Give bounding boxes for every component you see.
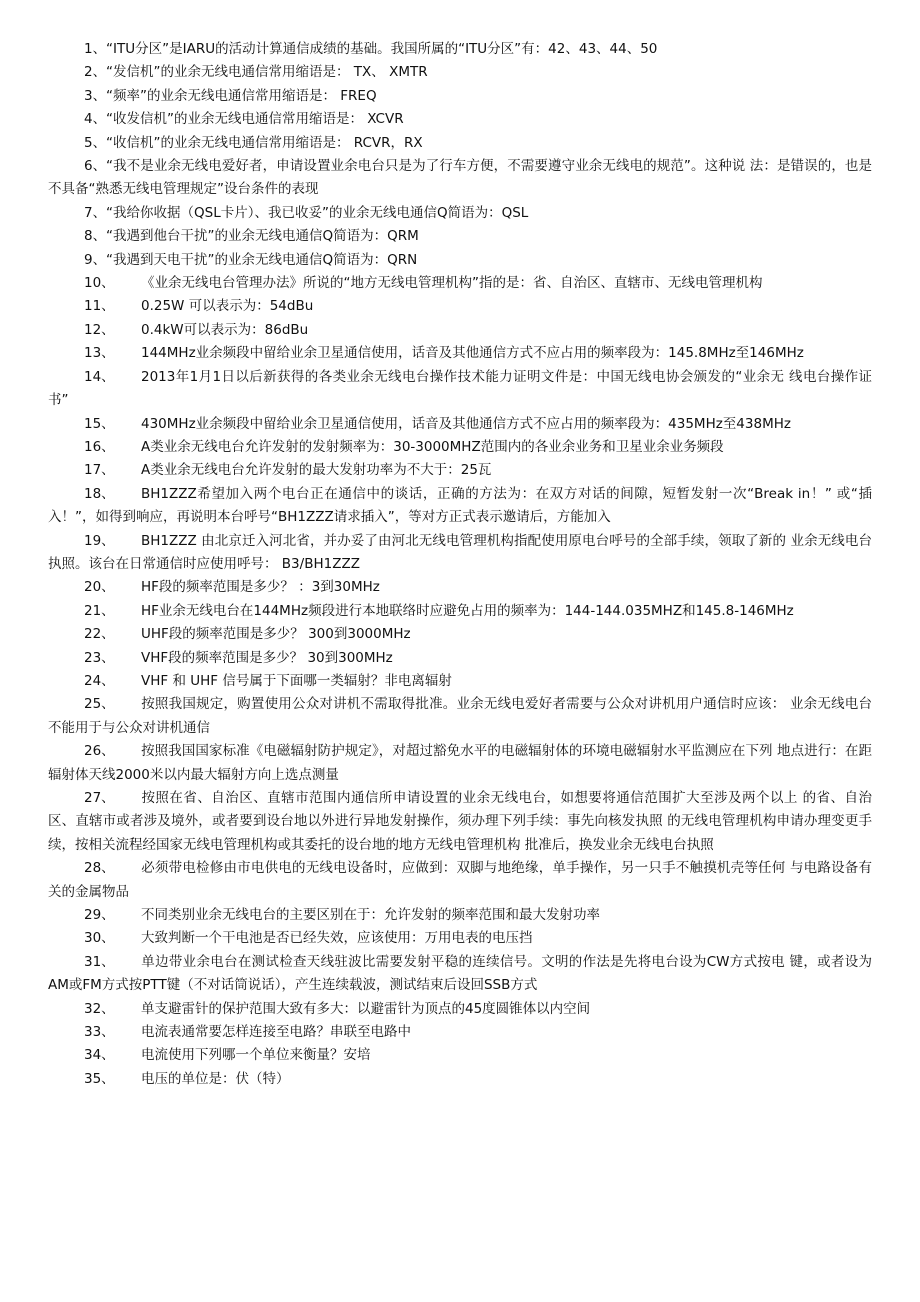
list-item <box>48 927 872 950</box>
item-number: 14、 <box>84 368 115 385</box>
item-number: 33、 <box>84 1024 115 1041</box>
item-number: 34、 <box>84 1047 115 1064</box>
item-text: 按照在省、自治区、直辖市范围内通信所申请设置的业余无线电台，如想要将通信范围扩大至涉及两个以上 的省、自治区、直辖市或者涉及境外，或者要到设台地以外进行异地发射操作，须办理下列手续：事先向核发执照 的无线电管理机构申请办理变更手续，按相关流程经国家无线电管理机构或其委托的设台地的地方无线电管理机构 批准后，换发业余无线电台执照 <box>48 790 872 853</box>
item-number: 15、 <box>84 415 115 432</box>
list-item <box>48 366 872 413</box>
item-text: 《业余无线电台管理办法》所说的“地方无线电管理机构”指的是：省、自治区、直辖市、无线电管理机构 <box>141 275 763 292</box>
list-item <box>48 272 872 295</box>
item-number: 9、 <box>84 251 107 268</box>
list-item <box>48 132 872 155</box>
item-number: 1、 <box>84 41 107 57</box>
item-text: “我遇到他台干扰”的业余无线电通信Q简语为：QRM <box>106 228 419 245</box>
list-item <box>48 693 872 740</box>
item-number: 28、 <box>84 860 115 877</box>
list-item <box>48 530 872 577</box>
item-text: 2013年1月1日以后新获得的各类业余无线电台操作技术能力证明文件是：中国无线电协会颁发的“业余无 线电台操作证书” <box>48 368 872 409</box>
item-text: A类业余无线电台允许发射的最大发射功率为不大于：25瓦 <box>141 462 492 479</box>
item-text: HF业余无线电台在144MHz频段进行本地联络时应避免占用的频率为：144-144.035MHZ和145.8-146MHz <box>141 602 794 619</box>
item-text: 按照我国国家标准《电磁辐射防护规定》，对超过豁免水平的电磁辐射体的环境电磁辐射水平监测应在下列 地点进行：在距辐射体天线2000米以内最大辐射方向上选点测量 <box>48 743 872 783</box>
list-item <box>48 155 872 202</box>
item-number: 23、 <box>84 649 115 666</box>
item-text: 电压的单位是：伏（特） <box>141 1070 290 1087</box>
list-item <box>48 319 872 342</box>
item-text: 不同类别业余无线电台的主要区别在于：允许发射的频率范围和最大发射功率 <box>141 907 600 924</box>
item-text: “收信机”的业余无线电通信常用缩语是： RCVR，RX <box>106 134 423 151</box>
item-number: 22、 <box>84 626 115 643</box>
item-text: “频率”的业余无线电通信常用缩语是： FREQ <box>106 87 377 104</box>
list-item <box>48 576 872 599</box>
item-number: 20、 <box>84 579 115 596</box>
list-item <box>48 436 872 459</box>
item-text: HF段的频率范围是多少？ ：3到30MHz <box>141 579 380 596</box>
item-text: BH1ZZZ 由北京迁入河北省，并办妥了由河北无线电管理机构指配使用原电台呼号的全部手续，领取了新的 业余无线电台执照。该台在日常通信时应使用呼号： B3/BH1ZZZ <box>48 532 872 572</box>
list-item <box>48 225 872 248</box>
item-number: 8、 <box>84 228 107 245</box>
list-item <box>48 1068 872 1091</box>
item-text: “我不是业余无线电爱好者，申请设置业余电台只是为了行车方便，不需要遵守业余无线电的规范”。这种说 法：是错误的，也是不具备“熟悉无线电管理规定”设台条件的表现 <box>48 158 872 198</box>
item-text: 0.4kW可以表示为：86dBu <box>141 321 309 338</box>
item-number: 29、 <box>84 907 115 924</box>
item-text: “收发信机”的业余无线电通信常用缩语是： XCVR <box>106 111 404 128</box>
item-number: 16、 <box>84 438 115 455</box>
item-text: UHF段的频率范围是多少？ 300到3000MHz <box>141 626 411 643</box>
item-number: 4、 <box>84 111 107 128</box>
item-text: “ITU分区”是IARU的活动计算通信成绩的基础。我国所属的“ITU分区”有：42、43、44、50 <box>106 41 658 57</box>
item-number: 10、 <box>84 275 115 292</box>
list-item <box>48 295 872 318</box>
item-number: 21、 <box>84 602 115 619</box>
item-number: 2、 <box>84 64 107 81</box>
item-number: 26、 <box>84 743 115 760</box>
item-text: 单支避雷针的保护范围大致有多大：以避雷针为顶点的45度圆锥体以内空间 <box>141 1000 591 1017</box>
item-number: 6、 <box>84 158 107 175</box>
item-number: 11、 <box>84 298 115 315</box>
list-item <box>48 998 872 1021</box>
item-text: 电流表通常要怎样连接至电路？串联至电路中 <box>141 1024 411 1041</box>
item-text: 430MHz业余频段中留给业余卫星通信使用，话音及其他通信方式不应占用的频率段为：435MHz至438MHz <box>141 415 791 432</box>
item-number: 32、 <box>84 1000 115 1017</box>
item-number: 24、 <box>84 672 115 689</box>
item-text: “我遇到天电干扰”的业余无线电通信Q简语为：QRN <box>106 251 418 268</box>
list-item <box>48 1044 872 1067</box>
list-item <box>48 670 872 693</box>
list-item <box>48 600 872 623</box>
item-text: 按照我国规定，购置使用公众对讲机不需取得批准。业余无线电爱好者需要与公众对讲机用户通信时应该： 业余无线电台不能用于与公众对讲机通信 <box>48 696 872 736</box>
item-text: “我给你收据（QSL卡片）、我已收妥”的业余无线电通信Q简语为：QSL <box>106 204 529 221</box>
list-item <box>48 647 872 670</box>
list-item <box>48 108 872 131</box>
item-number: 18、 <box>84 485 115 502</box>
item-text: “发信机”的业余无线电通信常用缩语是： TX、 XMTR <box>106 64 428 81</box>
item-number: 31、 <box>84 953 115 970</box>
list-item <box>48 249 872 272</box>
list-item <box>48 857 872 904</box>
item-number: 5、 <box>84 134 107 151</box>
list-item <box>48 740 872 787</box>
item-number: 12、 <box>84 321 115 338</box>
item-number: 3、 <box>84 87 107 104</box>
list-item <box>48 951 872 998</box>
list-item <box>48 459 872 482</box>
list-item <box>48 483 872 530</box>
list-item <box>48 787 872 857</box>
item-text: 必须带电检修由市电供电的无线电设备时，应做到：双脚与地绝缘，单手操作，另一只手不触摸机壳等任何 与电路设备有关的金属物品 <box>48 860 872 900</box>
item-number: 30、 <box>84 930 115 947</box>
item-number: 17、 <box>84 462 115 479</box>
item-text: 144MHz业余频段中留给业余卫星通信使用，话音及其他通信方式不应占用的频率段为：145.8MHz至146MHz <box>141 345 804 362</box>
item-text: 电流使用下列哪一个单位来衡量？安培 <box>141 1047 371 1064</box>
item-text: VHF段的频率范围是多少？ 30到300MHz <box>141 649 393 666</box>
item-text: BH1ZZZ希望加入两个电台正在通信中的谈话，正确的方法为：在双方对话的间隙，短暂发射一次“Break in！” 或“插入！”，如得到响应，再说明本台呼号“BH1ZZZ请求插入”，等对方正式表示邀请后，方能加入 <box>48 485 872 526</box>
item-number: 19、 <box>84 532 115 549</box>
item-text: A类业余无线电台允许发射的发射频率为：30-3000MHZ范围内的各业余业务和卫星业余业务频段 <box>141 438 724 455</box>
list-item <box>48 904 872 927</box>
list-item <box>48 202 872 225</box>
list-item <box>48 38 872 61</box>
item-number: 25、 <box>84 696 115 713</box>
item-text: VHF 和 UHF 信号属于下面哪一类辐射？非电离辐射 <box>141 672 452 689</box>
item-text: 单边带业余电台在测试检查天线驻波比需要发射平稳的连续信号。文明的作法是先将电台设为CW方式按电 键，或者设为AM或FM方式按PTT键（不对话筒说话），产生连续载波，测试结束后设回SSB方式 <box>48 953 872 994</box>
list-item <box>48 85 872 108</box>
list-item <box>48 623 872 646</box>
list-item <box>48 413 872 436</box>
list-item <box>48 61 872 84</box>
list-item <box>48 342 872 365</box>
item-number: 27、 <box>84 790 115 806</box>
list-item <box>48 1021 872 1044</box>
item-number: 35、 <box>84 1070 115 1087</box>
item-text: 0.25W 可以表示为：54dBu <box>141 298 314 315</box>
item-text: 大致判断一个干电池是否已经失效，应该使用：万用电表的电压挡 <box>141 930 533 947</box>
item-number: 13、 <box>84 345 115 362</box>
document-page <box>48 38 872 1091</box>
item-number: 7、 <box>84 204 107 221</box>
